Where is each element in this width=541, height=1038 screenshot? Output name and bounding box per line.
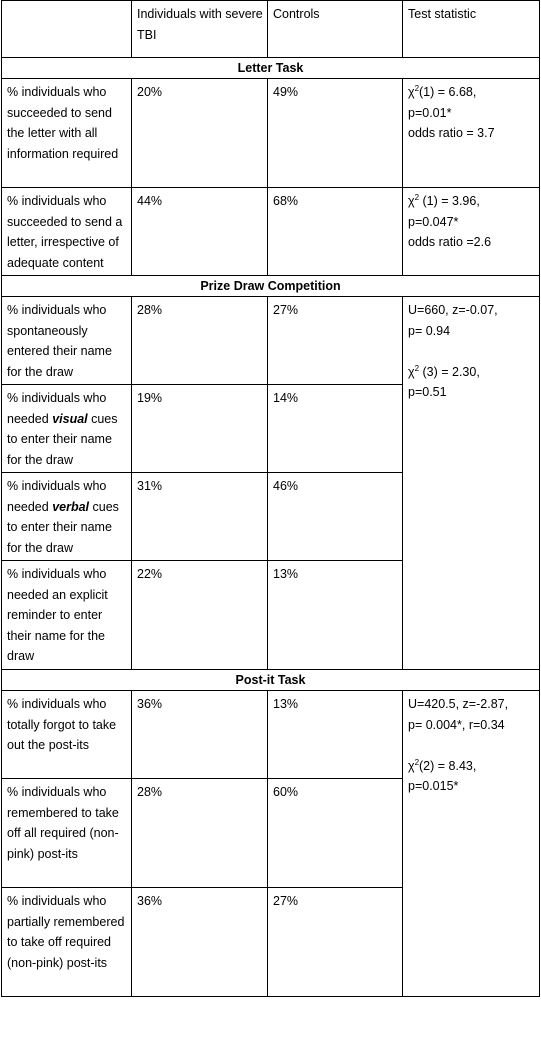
stat-line (408, 756, 535, 777)
stat-line (408, 362, 535, 383)
stat-superscript: 2 (414, 757, 420, 767)
stat-value: (1) = 6.68, (419, 85, 477, 99)
header-cell-empty (2, 1, 132, 58)
tbi-value: 20% (132, 79, 268, 188)
row-label-text: cues to enter their name for the draw (7, 499, 119, 555)
stat-p-value: p= 0.94 (408, 323, 451, 338)
header-cell-controls: Controls (268, 1, 403, 58)
section-row-prize-draw (2, 276, 540, 297)
stat-u-value: U=660, z=-0.07, (408, 303, 498, 317)
stat-p-value: p= 0.004*, r=0.34 (408, 717, 505, 732)
stat-spacer (408, 341, 535, 362)
row-label: % individuals who remembered to take off all required (non-pink) post-its (2, 779, 132, 888)
controls-value: 27% (268, 888, 403, 997)
controls-value: 49% (268, 79, 403, 188)
row-label: % individuals who partially remembered to take off required (non-pink) post-its (2, 888, 132, 997)
row-label: % individuals who spontaneously entered their name for the draw (2, 297, 132, 385)
header-cell-test-statistic: Test statistic (403, 1, 540, 58)
controls-value: 13% (268, 691, 403, 779)
stat-value: (1) = 3.96, (419, 194, 480, 208)
stat-p-value: p=0.015* (408, 779, 459, 793)
controls-value: 14% (268, 385, 403, 473)
controls-value: 46% (268, 473, 403, 561)
stat-symbol: χ (408, 85, 415, 99)
section-row-letter-task (2, 58, 540, 79)
row-label-text: % individuals who needed (7, 391, 107, 426)
row-label: % individuals who needed an explicit reminder to enter their name for the draw (2, 561, 132, 670)
stat-line (408, 82, 535, 103)
row-label: % individuals who succeeded to send the letter with all information required (2, 79, 132, 188)
stat-symbol: χ (408, 364, 415, 379)
stat-value: (3) = 2.30, (419, 364, 480, 379)
table-row (2, 79, 540, 188)
test-statistic-cell (403, 691, 540, 997)
section-title-prize-draw: Prize Draw Competition (2, 276, 540, 297)
row-label (2, 473, 132, 561)
results-table (1, 0, 540, 997)
stat-superscript: 2 (414, 192, 420, 202)
tbi-value: 22% (132, 561, 268, 670)
row-label-text: cues to enter their name for the draw (7, 411, 118, 467)
row-label: % individuals who totally forgot to take out the post-its (2, 691, 132, 779)
section-title-postit-task: Post-it Task (2, 670, 540, 691)
section-row-postit-task (2, 670, 540, 691)
controls-value: 68% (268, 188, 403, 276)
stat-line (408, 191, 535, 212)
stat-odds-ratio: odds ratio =2.6 (408, 235, 492, 249)
stat-value: (2) = 8.43, (419, 758, 477, 773)
stat-u-value: U=420.5, z=-2.87, (408, 697, 509, 711)
controls-value: 13% (268, 561, 403, 670)
tbi-value: 31% (132, 473, 268, 561)
stat-symbol: χ (408, 194, 415, 208)
row-label-emphasis: visual (52, 411, 88, 426)
tbi-value: 36% (132, 691, 268, 779)
test-statistic-cell (403, 79, 540, 188)
stat-superscript: 2 (414, 363, 420, 373)
tbi-value: 19% (132, 385, 268, 473)
stat-p-value: p=0.01* (408, 105, 452, 120)
stat-superscript: 2 (414, 83, 420, 93)
stat-odds-ratio: odds ratio = 3.7 (408, 126, 495, 140)
row-label-text: % individuals who needed (7, 479, 107, 514)
section-title-letter-task: Letter Task (2, 58, 540, 79)
row-label (2, 385, 132, 473)
stat-p-value: p=0.51 (408, 385, 447, 399)
table-row (2, 297, 540, 385)
row-label-emphasis: verbal (52, 499, 90, 514)
stat-symbol: χ (408, 758, 415, 773)
tbi-value: 28% (132, 297, 268, 385)
test-statistic-cell (403, 297, 540, 670)
tbi-value: 36% (132, 888, 268, 997)
controls-value: 60% (268, 779, 403, 888)
stat-spacer (408, 735, 535, 756)
tbi-value: 28% (132, 779, 268, 888)
stat-p-value: p=0.047* (408, 214, 459, 229)
test-statistic-cell (403, 188, 540, 276)
header-row (2, 1, 540, 58)
controls-value: 27% (268, 297, 403, 385)
row-label: % individuals who succeeded to send a letter, irrespective of adequate content (2, 188, 132, 276)
table-row (2, 188, 540, 276)
header-cell-tbi: Individuals with severe TBI (132, 1, 268, 58)
tbi-value: 44% (132, 188, 268, 276)
table-row (2, 691, 540, 779)
